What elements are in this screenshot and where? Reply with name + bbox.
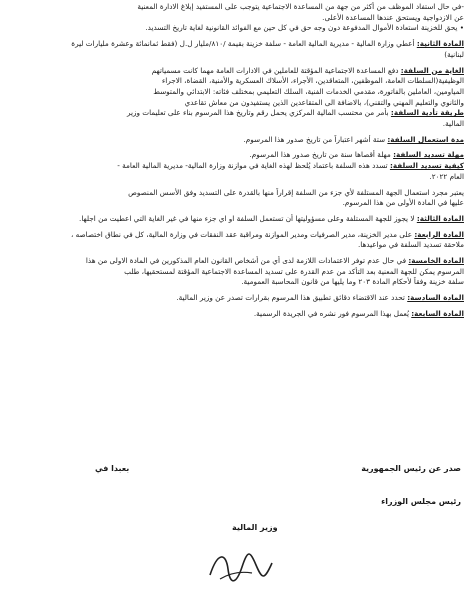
article-3: المادة الثالثة: لا يجوز للجهة المستلفة وعلى مسؤوليتها أن تستعمل السلفة او اي جزء منها في غير الغاية التي اعطيت من اجلها. <box>79 213 464 223</box>
baabda-date: بعبدا في <box>95 464 130 473</box>
article-5: المادة الخامسة: في حال عدم توفر الاعتمادات اللازمة لدى أي من أشخاص القانون العام المذكورين في المادة الاولى من هذا <box>85 256 464 266</box>
signature-scribble <box>206 545 276 589</box>
text-line: ملاحقة تسديد السلفة في مواعيدها. <box>357 240 464 250</box>
finance-minister-title: وزير المالية <box>232 523 278 532</box>
advance-repayment-deadline: مهلة تسديد السلفة: مهلة أقصاها سنة من تاريخ صدور هذا المرسوم. <box>249 150 464 160</box>
text-line: • يحق للخزينة استعادة الأموال المدفوعة دون وجه حق في كل حين مع الفوائد القانونية لغاية تاريخ التسديد. <box>145 23 464 33</box>
text-line: والثانوي والتعليم المهني والتقني)، بالاضافة الى المتقاعدين الذين يستفيدون من معاش تقاعدي <box>184 97 464 107</box>
advance-payment-method: طريقة تأدية السلفة: بأمر من محتسب المالية المركزي يحمل رقم وتاريخ هذا المرسوم بناء على تعليمات وزير <box>126 108 464 118</box>
text-line: عن الازدواجية ويستحق عندها المساعدة الأعلى. <box>322 12 464 22</box>
text-line: المالية. <box>442 119 464 129</box>
issued-by-president: صدر عن رئيس الجمهورية <box>361 464 461 473</box>
advance-purpose: الغاية من السلفة: دفع المساعدة الاجتماعية المؤقتة للعاملين في الادارات العامة مهما كانت مسمياتهم <box>151 65 464 75</box>
article-2: المادة الثانية: أعطي وزارة المالية - مديرية المالية العامة - سلفة خزينة بقيمة /٨١٠/مليار ل.ل (فقط ثمانمائة وعشرة مليارات ليرة <box>71 39 464 49</box>
text-line: الوظيفية(السلطات العامة، الموظفين، المتعاقدين، الأجراء، الأسلاك العسكرية والأمنية، القضاة، الاجراء <box>161 76 464 86</box>
text-line: العام ٢٠٢٢. <box>429 171 464 181</box>
advance-repayment-method: كيفية تسديد السلفة: تسدد هذه السلفة باعتماد يُلحظ لهذه الغاية في موازنة وزارة المالية- مديرية المالية العامة - <box>117 161 464 171</box>
text-line: لبنانية) <box>444 49 464 59</box>
text-line: يعتبر مجرد استعمال الجهة المستلفة لأي جزء من السلفة إقراراً منها بالقدرة على التسديد وفق الأسس المنصوص <box>128 187 464 197</box>
text-line: عليها في المادة الأولى من هذا المرسوم. <box>342 198 464 208</box>
article-6: المادة السادسة: تحدد عند الاقتضاء دقائق تطبيق هذا المرسوم بقرارات تصدر عن وزير المالية. <box>176 293 464 303</box>
text-line: -في حال استفاد الموظف من أكثر من جهة من المساعدة الاجتماعية يتوجب على المستفيد إبلاغ الادارة المعنية <box>137 2 464 11</box>
advance-duration: مدة استعمال السلفة: ستة أشهر اعتباراً من تاريخ صدور هذا المرسوم. <box>243 134 464 144</box>
article-7: المادة السابعة: يُعمل بهذا المرسوم فور نشره في الجريدة الرسمية. <box>253 308 464 318</box>
text-line: المياومين، العاملين بالفاتورة، مقدمي الخدمات الفنية، السلك التعليمي بمختلف فئاته: الابتدائي والمتوسط <box>153 86 464 96</box>
prime-minister-title: رئيس مجلس الوزراء <box>381 497 461 506</box>
text-line: المرسوم يمكن للجهة المعنية بعد التأكد من عدم القدرة على تسديد المساعدة الاجتماعية المؤقتة لمستحقيها، طلب <box>124 266 464 276</box>
text-line: سلفة خزينة وفقاً لأحكام المادة ٢٠٣ وما يليها من قانون المحاسبة العمومية. <box>241 277 464 287</box>
article-4: المادة الرابعة: على مدير الخزينة، مدير الصرفيات ومدير الموازنة ومراقبة عقد النفقات في وزارة المالية، كل في نطاق اختصاصه ، <box>70 229 464 239</box>
